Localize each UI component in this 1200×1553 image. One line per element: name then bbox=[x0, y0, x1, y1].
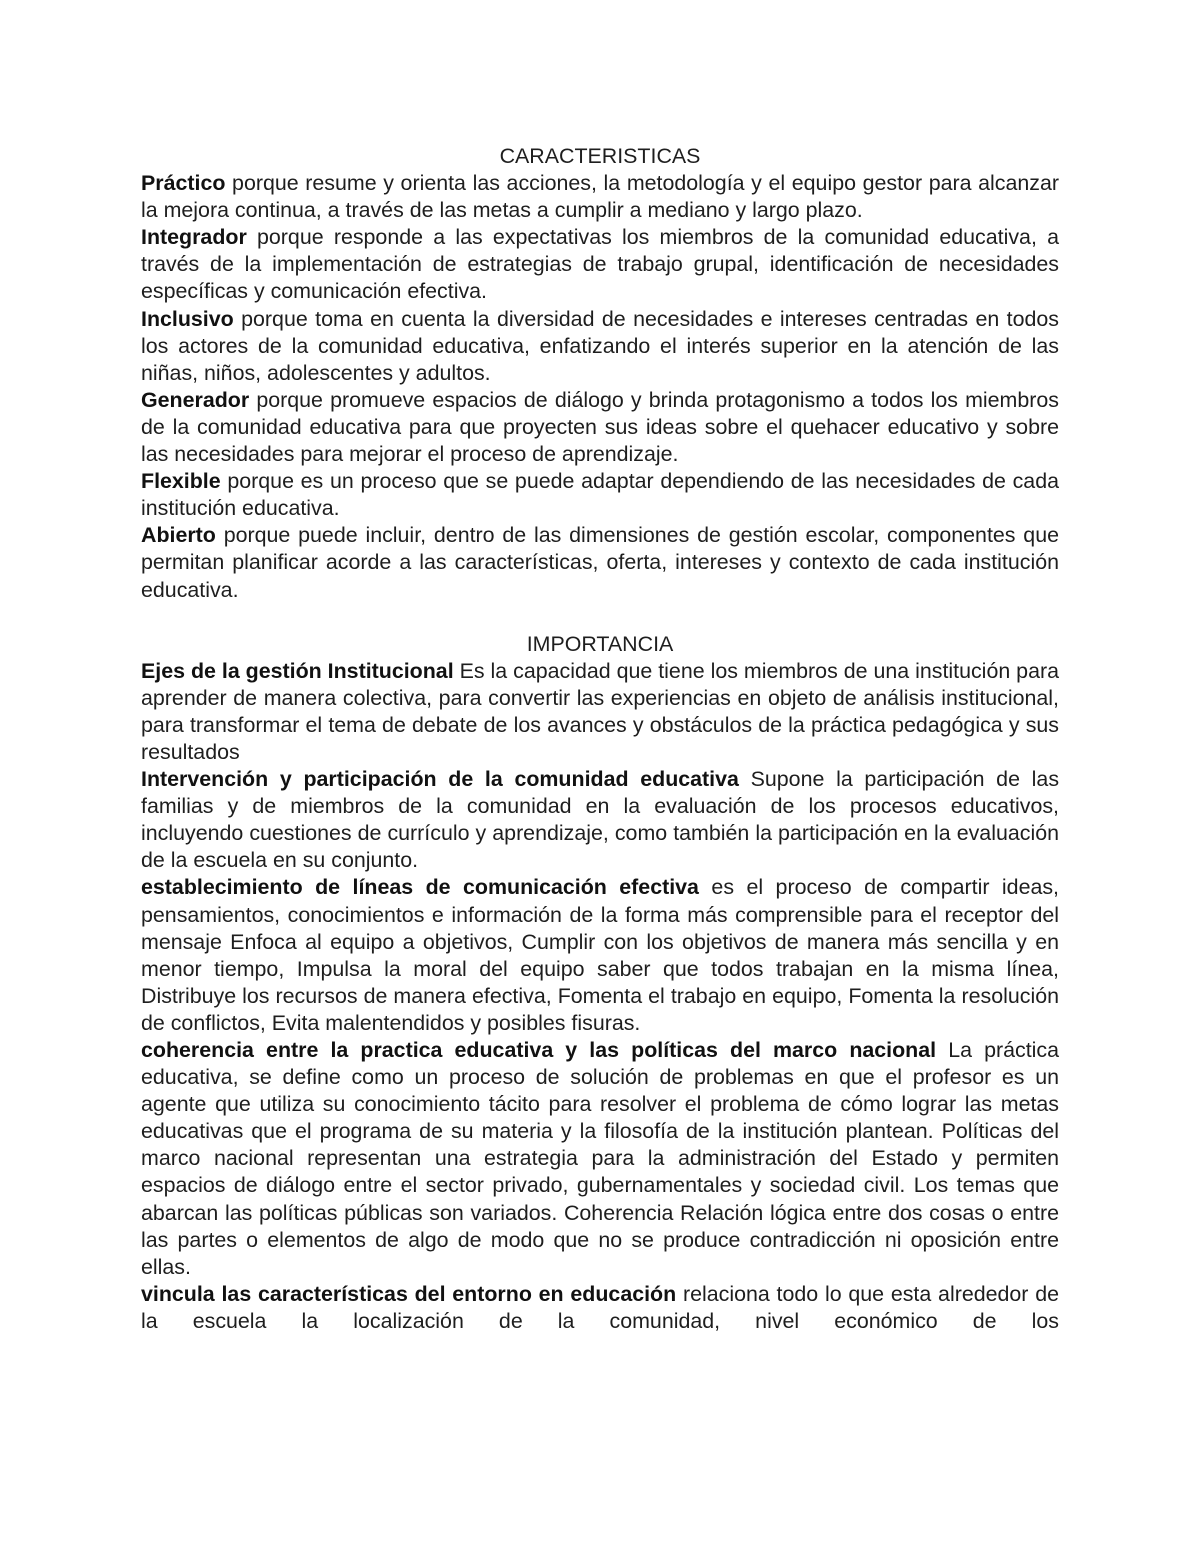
entry-term: establecimiento de líneas de comunicación efectiva bbox=[141, 875, 699, 900]
list-item bbox=[141, 1037, 1059, 1281]
entry-term: Intervención y participación de la comunidad educativa bbox=[141, 767, 739, 792]
entry-text: porque es un proceso que se puede adaptar dependiendo de las necesidades de cada institución educativa. bbox=[141, 469, 1059, 521]
entry-term: Práctico bbox=[141, 171, 226, 196]
entry-text: porque promueve espacios de diálogo y brinda protagonismo a todos los miembros de la comunidad educativa para que proyecten sus ideas sobre el quehacer educativo y sobre las necesidades para mejorar el proceso de aprendizaje. bbox=[141, 387, 1059, 467]
list-item bbox=[141, 170, 1059, 224]
entry-term: Generador bbox=[141, 387, 250, 412]
entry-term: coherencia entre la practica educativa y las políticas del marco nacional bbox=[141, 1038, 937, 1062]
section-spacer bbox=[141, 604, 1059, 631]
entry-term: Integrador bbox=[141, 225, 247, 250]
entry-text: porque puede incluir, dentro de las dimensiones de gestión escolar, componentes que permitan planificar acorde a las características, oferta, intereses y contexto de cada institución educativa. bbox=[141, 523, 1059, 602]
entry-term: vincula las características del entorno en educación bbox=[141, 1281, 677, 1306]
entry-text: porque resume y orienta las acciones, la metodología y el equipo gestor para alcanzar la mejora continua, a través de las metas a cumplir a mediano y largo plazo. bbox=[141, 171, 1059, 223]
list-item bbox=[141, 1281, 1059, 1335]
list-item bbox=[141, 468, 1059, 522]
entry-term: Inclusivo bbox=[141, 306, 234, 331]
document-page bbox=[141, 143, 1059, 1335]
entry-text: porque responde a las expectativas los miembros de la comunidad educativa, a través de la implementación de estrategias de trabajo grupal, identificación de necesidades específicas y comunicación efectiva. bbox=[141, 225, 1059, 304]
entry-text: Supone la participación de las familias y de miembros de la comunidad en la evaluación de los procesos educativos, incluyendo cuestiones de currículo y aprendizaje, como también la participación en la evaluación de la escuela en su conjunto. bbox=[141, 767, 1060, 873]
entry-text: porque toma en cuenta la diversidad de necesidades e intereses centradas en todos los actores de la comunidad educativa, enfatizando el interés superior en la atención de las niñas, niños, adolescentes y adultos. bbox=[141, 306, 1059, 385]
list-item bbox=[141, 766, 1059, 874]
entry-term: Flexible bbox=[141, 469, 221, 494]
list-item bbox=[141, 522, 1059, 603]
entry-term: Ejes de la gestión Institucional bbox=[141, 658, 454, 683]
list-item bbox=[141, 874, 1059, 1037]
entry-text: La práctica educativa, se define como un proceso de solución de problemas en que el profesor es un agente que utiliza su conocimiento tácito para resolver el problema de cómo lograr las metas educativas que el programa de su materia y la filosofía de la institución plantean. Políticas del marco nacional representan una estrategia para la administración del Estado y permiten espacios de diálogo entre el sector privado, gubernamentales y sociedad civil. Los temas que abarcan las políticas públicas son variados. Coherencia Relación lógica entre dos cosas o entre las partes o elementos de algo de modo que no se produce contradicción ni oposición entre ellas. bbox=[141, 1038, 1059, 1279]
section-heading: IMPORTANCIA bbox=[526, 631, 674, 656]
entry-term: Abierto bbox=[141, 523, 216, 548]
entry-text: relaciona todo lo que esta alrededor de la escuela la localización de la comunidad, nivel económico de los bbox=[141, 1281, 1059, 1333]
list-item bbox=[141, 224, 1059, 305]
entry-text: es el proceso de compartir ideas, pensamientos, conocimientos e información de la forma más comprensible para el receptor del mensaje Enfoca al equipo a objetivos, Cumplir con los objetivos de manera más sencilla y en menor tiempo, Impulsa la moral del equipo saber que todos trabajan en la misma línea, Distribuye los recursos de manera efectiva, Fomenta el trabajo en equipo, Fomenta la resolución de conflictos, Evita malentendidos y posibles fisuras. bbox=[141, 875, 1060, 1035]
list-item bbox=[141, 306, 1059, 387]
section-heading: CARACTERISTICAS bbox=[499, 144, 701, 168]
list-item bbox=[141, 658, 1059, 766]
entry-text: Es la capacidad que tiene los miembros de una institución para aprender de manera colectiva, para convertir las experiencias en objeto de análisis institucional, para transformar el tema de debate de los avances y obstáculos de la práctica pedagógica y sus resultados bbox=[141, 658, 1059, 764]
list-item bbox=[141, 387, 1059, 468]
